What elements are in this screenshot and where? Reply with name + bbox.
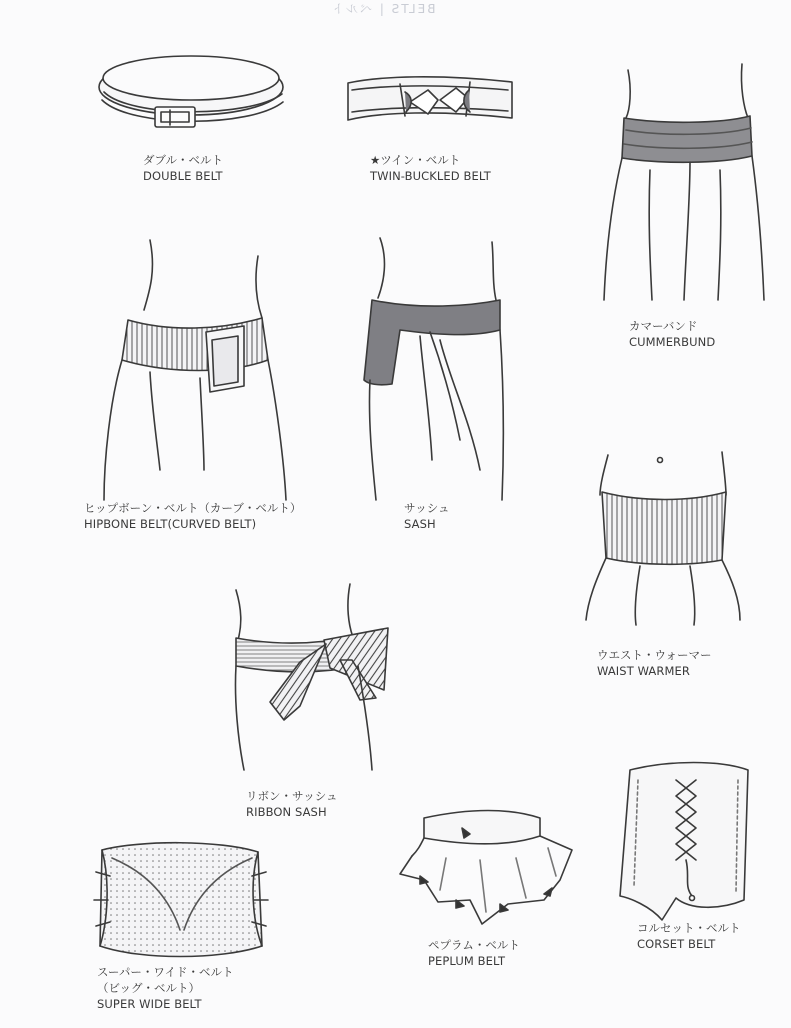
- caption-peplum-belt: [428, 937, 520, 969]
- twin-buckled-belt-drawing: [348, 77, 512, 120]
- cummerbund-drawing: [604, 64, 764, 300]
- hipbone-belt-drawing: [104, 240, 286, 500]
- caption-waist-warmer-en: WAIST WARMER: [597, 664, 690, 678]
- peplum-belt-drawing: [400, 811, 572, 925]
- caption-hipbone-belt: [84, 500, 301, 532]
- caption-corset-belt-jp: コルセット・ベルト: [637, 921, 741, 935]
- caption-cummerbund-en: CUMMERBUND: [629, 335, 716, 349]
- caption-super-wide-belt: [97, 964, 234, 1012]
- caption-sash-jp: サッシュ: [404, 501, 450, 515]
- caption-twin-buckled-belt-jp: ★ツイン・ベルト: [370, 153, 461, 167]
- caption-twin-buckled-belt: [370, 152, 491, 184]
- caption-peplum-belt-jp: ペプラム・ベルト: [428, 938, 520, 952]
- caption-hipbone-belt-en: HIPBONE BELT(CURVED BELT): [84, 517, 257, 531]
- caption-waist-warmer: [597, 647, 712, 679]
- caption-sash: [404, 500, 450, 532]
- waist-warmer-drawing: [586, 452, 740, 625]
- caption-double-belt-en: DOUBLE BELT: [143, 169, 223, 183]
- caption-sash-en: SASH: [404, 517, 436, 531]
- caption-cummerbund: [629, 318, 715, 350]
- header-bleed-through-text: BELTS | ベルト: [330, 2, 436, 16]
- caption-ribbon-sash: [246, 788, 338, 820]
- caption-double-belt-jp: ダブル・ベルト: [143, 153, 224, 167]
- caption-corset-belt-en: CORSET BELT: [637, 937, 716, 951]
- caption-waist-warmer-jp: ウエスト・ウォーマー: [597, 648, 712, 662]
- caption-cummerbund-jp: カマーバンド: [629, 319, 698, 333]
- caption-peplum-belt-en: PEPLUM BELT: [428, 954, 506, 968]
- caption-double-belt: [143, 152, 223, 184]
- corset-belt-drawing: [620, 763, 748, 921]
- caption-hipbone-belt-jp: ヒップボーン・ベルト（カーブ・ベルト）: [84, 501, 302, 515]
- ribbon-sash-drawing: [235, 584, 388, 770]
- caption-super-wide-belt-jp: スーパー・ワイド・ベルト: [97, 965, 234, 979]
- caption-ribbon-sash-jp: リボン・サッシュ: [246, 789, 338, 803]
- super-wide-belt-drawing: [94, 843, 268, 957]
- sash-drawing: [364, 238, 503, 500]
- double-belt-drawing: [99, 56, 283, 127]
- caption-corset-belt: [637, 920, 741, 952]
- caption-twin-buckled-belt-en: TWIN-BUCKLED BELT: [370, 169, 491, 183]
- caption-super-wide-belt-en: SUPER WIDE BELT: [97, 997, 202, 1011]
- caption-super-wide-belt-jp-alt: （ビッグ・ベルト）: [97, 981, 201, 995]
- caption-ribbon-sash-en: RIBBON SASH: [246, 805, 327, 819]
